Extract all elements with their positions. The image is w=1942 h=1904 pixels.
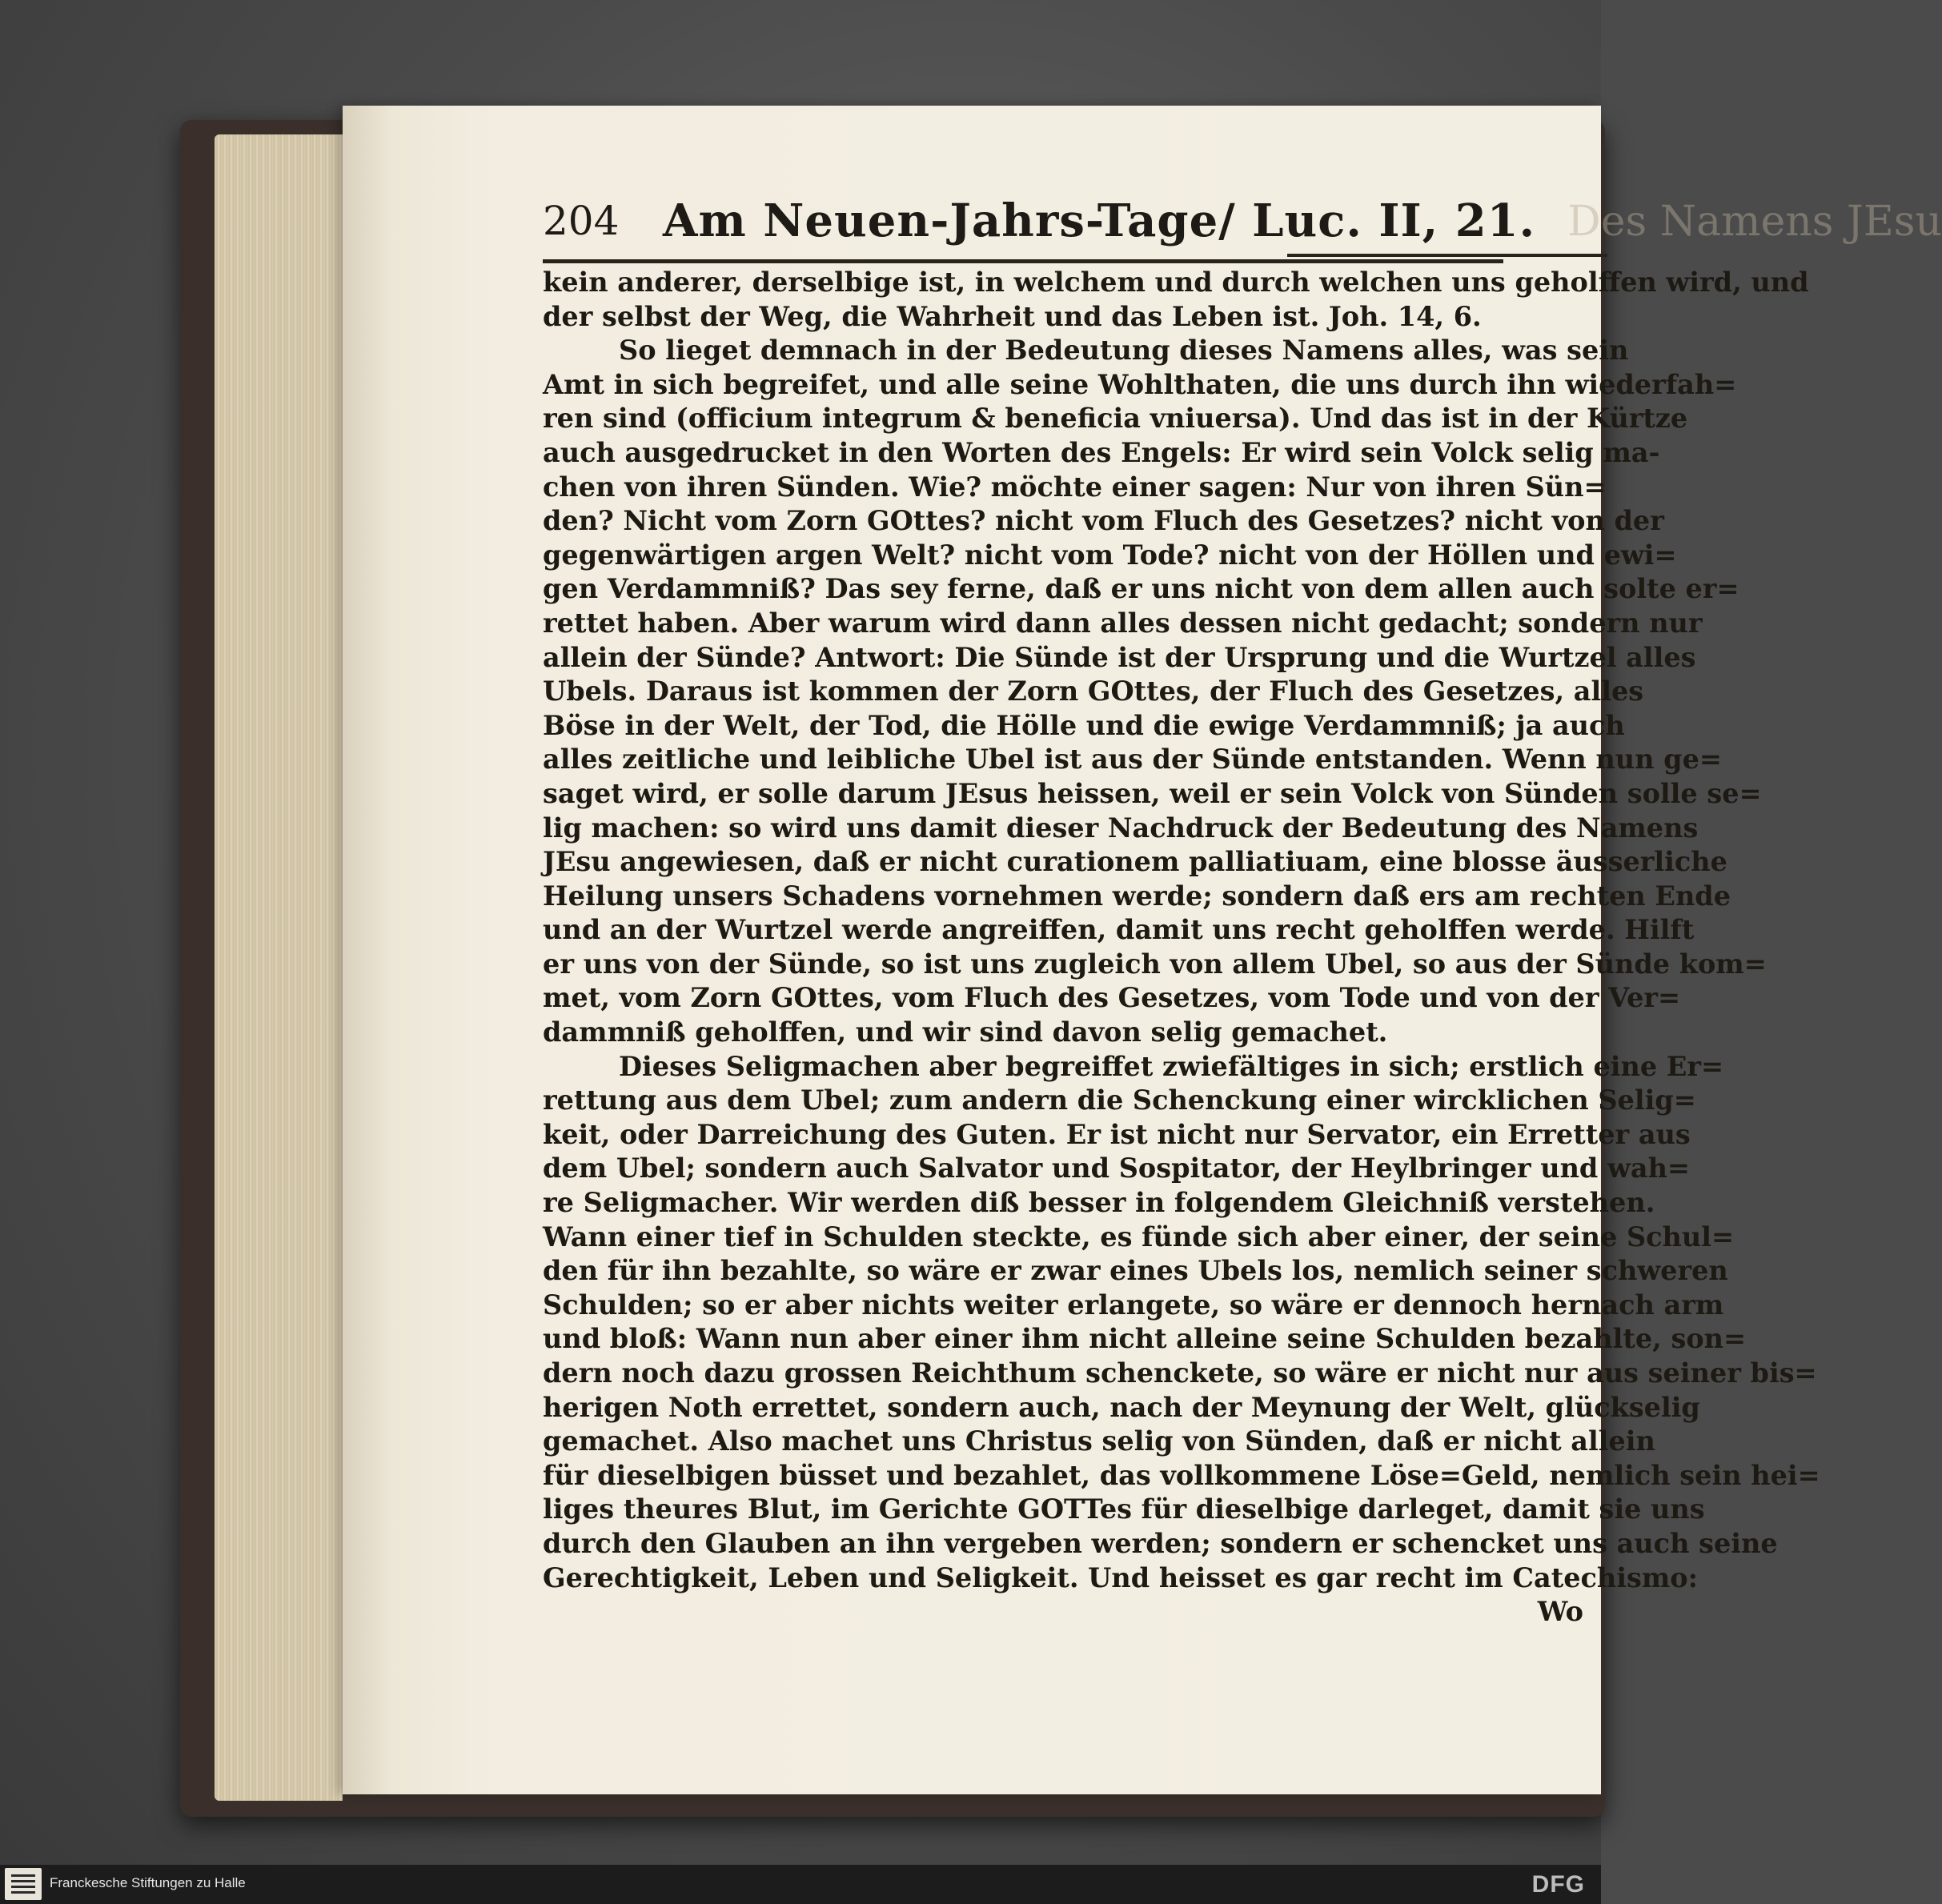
text-line: der selbst der Weg, die Wahrheit und das Leben ist. Joh. 14, 6.: [543, 300, 1482, 332]
text-line: gemachet. Also machet uns Christus selig von Sünden, daß er nicht allein: [543, 1425, 1655, 1457]
text-line: ren sind (officium integrum & beneficia vniuersa). Und das ist in der Kürtze: [543, 403, 1688, 435]
text-line: und bloß: Wann nun aber einer ihm nicht alleine seine Schulden bezahlte, son=: [543, 1323, 1747, 1355]
body-text: [543, 266, 1820, 1629]
page-number: 204: [543, 198, 620, 244]
text-line: lig machen: so wird uns damit dieser Nachdruck der Bedeutung des Namens: [543, 812, 1699, 844]
text-line: auch ausgedrucket in den Worten des Engels: Er wird sein Volck selig ma-: [543, 436, 1660, 468]
text-line: So lieget demnach in der Bedeutung dieses Namens alles, was sein: [619, 335, 1629, 367]
text-line: alles zeitliche und leibliche Ubel ist aus der Sünde entstanden. Wenn nun ge=: [543, 744, 1722, 776]
text-line: gegenwärtigen argen Welt? nicht vom Tode? nicht von der Höllen und ewi=: [543, 539, 1677, 571]
header-rule: [543, 259, 1503, 263]
text-line: met, vom Zorn GOttes, vom Fluch des Gesetzes, vom Tode und von der Ver=: [543, 982, 1681, 1014]
book-page: [343, 106, 1942, 1794]
header-rule-right: [1287, 254, 1607, 257]
text-line: für dieselbigen büsset und bezahlet, das vollkommene Löse=Geld, nemlich sein hei=: [543, 1459, 1820, 1491]
text-line: er uns von der Sünde, so ist uns zugleich von allem Ubel, so aus der Sünde kom=: [543, 948, 1767, 980]
text-line: Amt in sich begreifet, und alle seine Wohlthaten, die uns durch ihn wiederfah=: [543, 368, 1737, 400]
institution-logo-icon: [5, 1868, 42, 1900]
bleed-through-text: Des Namens JEsu: [1567, 198, 1942, 246]
text-line: gen Verdammniß? Das sey ferne, daß er uns nicht von dem allen auch solte er=: [543, 573, 1739, 605]
text-line: Ubels. Daraus ist kommen der Zorn GOttes, der Fluch des Gesetzes, alles: [543, 675, 1644, 707]
text-line: herigen Noth errettet, sondern auch, nach der Meynung der Welt, glückselig: [543, 1391, 1700, 1423]
text-line: JEsu angewiesen, daß er nicht curationem palliatiuam, eine blosse äusserliche: [543, 846, 1727, 878]
page-header: [543, 194, 1942, 254]
text-line: und an der Wurtzel werde angreiffen, damit uns recht geholffen werde. Hilft: [543, 914, 1695, 946]
dfg-logo: DFG: [1531, 1871, 1585, 1898]
text-line: Böse in der Welt, der Tod, die Hölle und die ewige Verdammniß; ja auch: [543, 709, 1625, 741]
footer-bar: [0, 1865, 1601, 1904]
text-line: kein anderer, derselbige ist, in welchem und durch welchen uns geholffen wird, und: [543, 267, 1809, 298]
text-line: den? Nicht vom Zorn GOttes? nicht vom Fluch des Gesetzes? nicht von der: [543, 505, 1664, 537]
text-line: dem Ubel; sondern auch Salvator und Sospitator, der Heylbringer und wah=: [543, 1152, 1690, 1184]
text-line: Gerechtigkeit, Leben und Seligkeit. Und heisset es gar recht im Catechismo:: [543, 1561, 1699, 1593]
catchword: Wo: [1537, 1596, 1583, 1628]
text-line: Dieses Seligmachen aber begreiffet zwiefältiges in sich; erstlich eine Er=: [619, 1050, 1724, 1082]
running-head: Am Neuen-Jahrs-Tage/ Luc. II, 21.: [663, 194, 1536, 247]
text-line: saget wird, er solle darum JEsus heissen, weil er sein Volck von Sünden solle se=: [543, 777, 1762, 809]
page-edges: [215, 134, 343, 1801]
text-line: den für ihn bezahlte, so wäre er zwar eines Ubels los, nemlich seiner schweren: [543, 1255, 1728, 1287]
text-line: dern noch dazu grossen Reichthum schenckete, so wäre er nicht nur aus seiner bis=: [543, 1357, 1817, 1389]
text-line: durch den Glauben an ihn vergeben werden; sondern er schencket uns auch seine: [543, 1527, 1778, 1559]
text-line: rettung aus dem Ubel; zum andern die Schenckung einer wircklichen Selig=: [543, 1084, 1696, 1116]
text-line: Heilung unsers Schadens vornehmen werde; sondern daß ers am rechten Ende: [543, 880, 1731, 912]
institution-name: Franckesche Stiftungen zu Halle: [50, 1875, 246, 1890]
text-line: keit, oder Darreichung des Guten. Er ist nicht nur Servator, ein Erretter aus: [543, 1118, 1691, 1150]
text-line: liges theures Blut, im Gerichte GOTTes für dieselbige darleget, damit sie uns: [543, 1493, 1705, 1525]
text-line: dammniß geholffen, und wir sind davon selig gemachet.: [543, 1016, 1388, 1048]
text-line: rettet haben. Aber warum wird dann alles dessen nicht gedacht; sondern nur: [543, 607, 1703, 639]
text-line: Wann einer tief in Schulden steckte, es fünde sich aber einer, der seine Schul=: [543, 1221, 1735, 1253]
text-line: chen von ihren Sünden. Wie? möchte einer sagen: Nur von ihren Sün=: [543, 471, 1607, 503]
text-line: re Seligmacher. Wir werden diß besser in folgendem Gleichniß verstehen.: [543, 1187, 1655, 1219]
text-line: allein der Sünde? Antwort: Die Sünde ist der Ursprung und die Wurtzel alles: [543, 641, 1696, 673]
text-line: Schulden; so er aber nichts weiter erlangete, so wäre er dennoch hernach arm: [543, 1289, 1724, 1321]
